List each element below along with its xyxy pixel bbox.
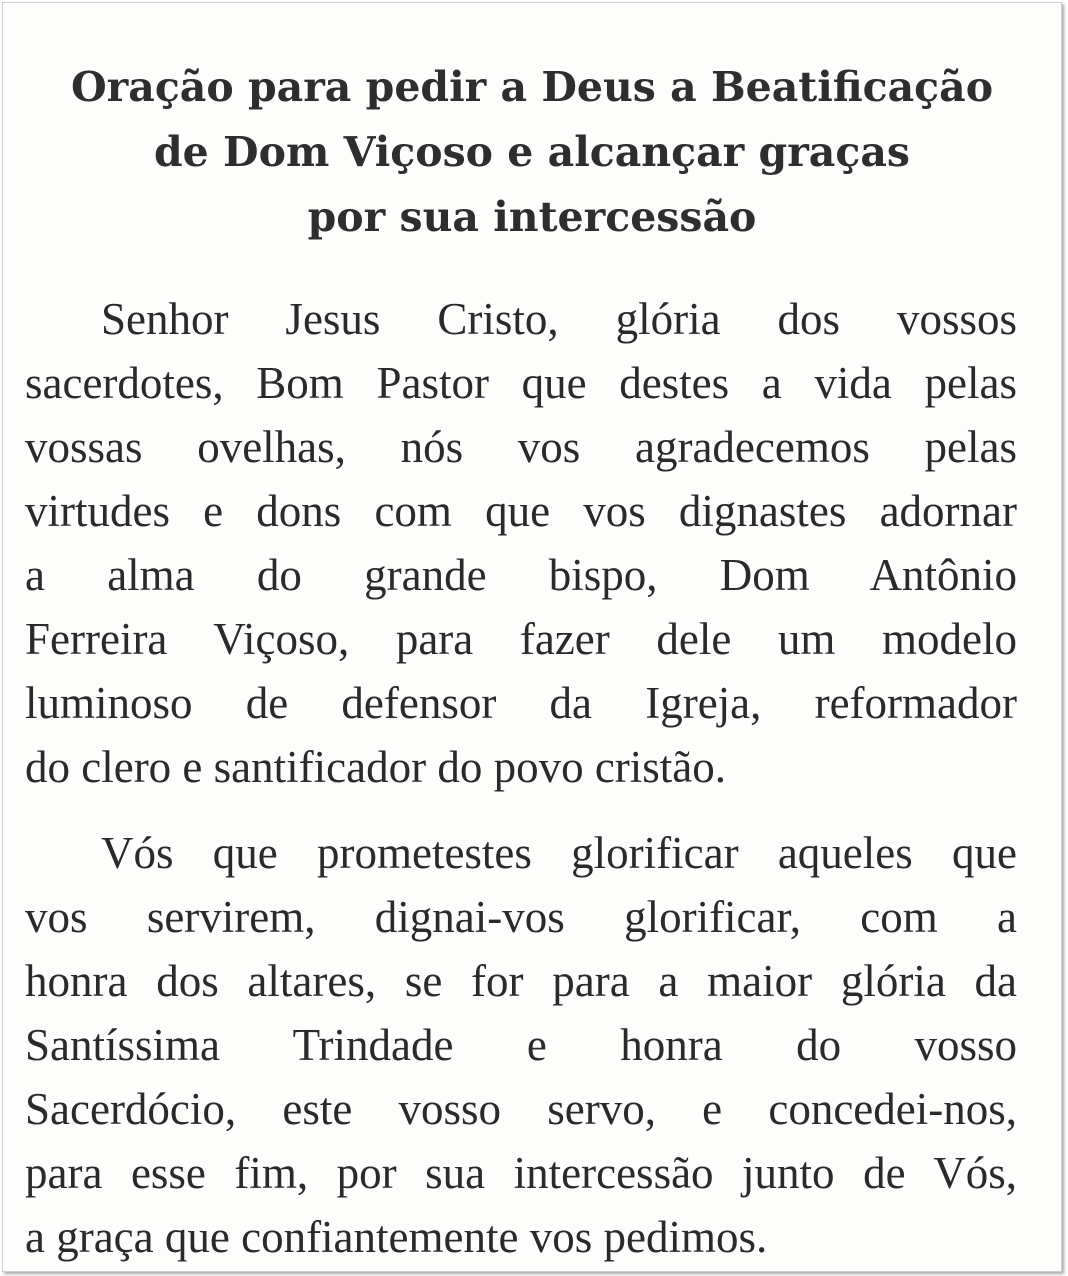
paragraph-line: luminoso de defensor da Igreja, reformador [25,678,1017,728]
prayer-paragraph-1 [25,287,1017,799]
paragraph-line: do clero e santificador do povo cristão. [25,742,727,792]
paragraph-line: Sacerdócio, este vosso servo, e concedei-nos, [25,1084,1017,1134]
paragraph-line: a alma do grande bispo, Dom Antônio [25,550,1017,600]
paragraph-line: sacerdotes, Bom Pastor que destes a vida pelas [25,358,1017,408]
prayer-title [3,55,1061,250]
paragraph-line: vossas ovelhas, nós vos agradecemos pelas [25,422,1017,472]
paragraph-line: Santíssima Trindade e honra do vosso [25,1020,1017,1070]
paragraph-line: vos servirem, dignai-vos glorificar, com a [25,892,1017,942]
paragraph-line: a graça que confiantemente vos pedimos. [25,1212,768,1262]
paragraph-line: honra dos altares, se for para a maior glória da [25,956,1017,1006]
prayer-paragraph-2 [25,821,1017,1269]
title-line: Oração para pedir a Deus a Beatificação [70,63,994,111]
title-line: por sua intercessão [307,193,757,241]
paragraph-line: Vós que prometestes glorificar aqueles que [101,828,1017,878]
prayer-card [2,2,1062,1272]
paragraph-line: Senhor Jesus Cristo, glória dos vossos [101,294,1017,344]
title-line: de Dom Viçoso e alcançar graças [154,128,910,176]
paragraph-line: Ferreira Viçoso, para fazer dele um modelo [25,614,1017,664]
paragraph-line: para esse fim, por sua intercessão junto de Vós, [25,1148,1017,1198]
paragraph-line: virtudes e dons com que vos dignastes adornar [25,486,1017,536]
